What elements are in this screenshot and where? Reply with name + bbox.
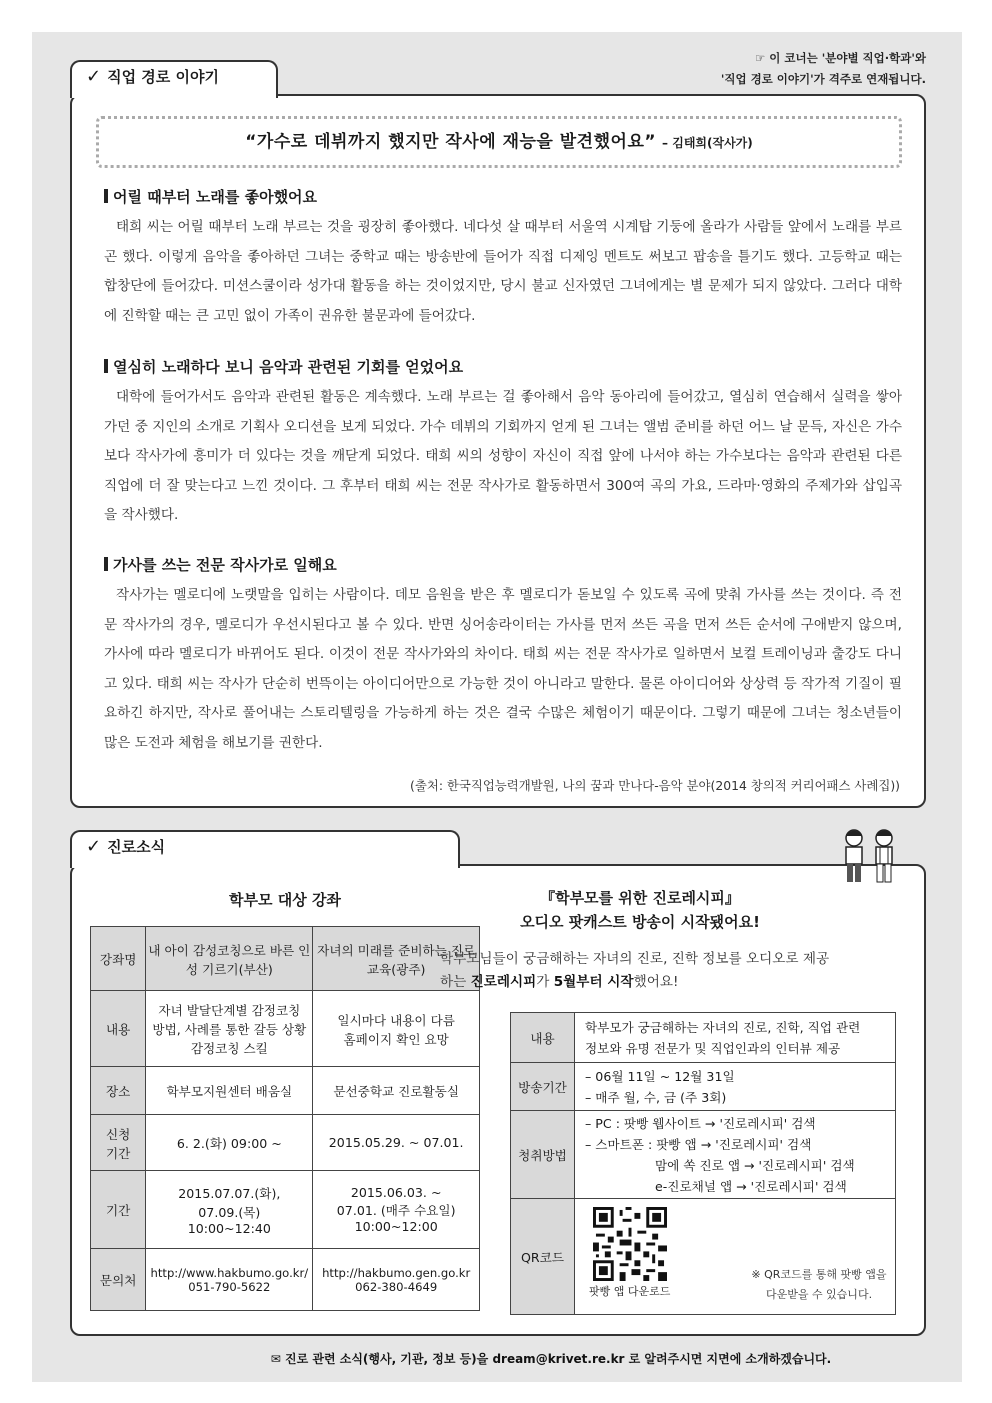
cell-line: – 매주 월, 수, 금 (주 3회): [585, 1089, 727, 1105]
table-cell: [575, 1199, 896, 1315]
section-body: 작사가는 멜로디에 노랫말을 입히는 사람이다. 데모 음원을 받은 후 멜로디가 돋보일 수 있도록 곡에 맞춰 가사를 쓰는 것이다. 즉 전문 작사가의 경우, 멜로디가 우선시된다고 볼 수 있다. 반면 싱어송라이터는 가사를 먼저 쓰든 곡을 먼저 쓰든 순서에 구애받지 않으며, 가사에 따라 멜로디가 바뀌어도 된다. 이것이 전문 작사가와의 차이다. 태희 씨는 전문 작사가로 일하면서 보컬 트레이닝과 출강도 다니고 있다. 태희 씨는 작사가 단순히 번뜩이는 아이디어만으로 가능한 것이 아니라고 말한다. 물론 아이디어와 상상력 등 작가적 기질이 필요하긴 하지만, 작사로 풀어내는 스토리텔링을 가능하게 하는 것은 결국 수많은 체험이기 때문이다. 그렇기 때문에 그녀는 청소년들이 많은 도전과 체험을 해보기를 권한다.: [104, 587, 902, 751]
intro-text: 했어요!: [633, 974, 679, 990]
news-tab: [70, 830, 460, 868]
corner-note-line1: ☞ 이 코너는 '분야별 직업·학과'와: [754, 51, 926, 65]
intro-text: 가: [536, 974, 554, 990]
table-row: [91, 991, 480, 1067]
check-icon: ✓: [86, 836, 102, 857]
footer-notice: ✉ 진로 관련 소식(행사, 기관, 정보 등)을 dream@krivet.re.kr 로 알려주시면 지면에 소개하겠습니다.: [270, 1352, 832, 1366]
story-section-1: [104, 186, 902, 331]
intro-bold: 진로레시피: [470, 974, 537, 990]
corner-note: [721, 48, 926, 90]
row-label: 내용: [91, 991, 146, 1067]
table-header: 내 아이 감성코칭으로 바른 인성 기르기(부산): [146, 927, 313, 991]
table-row: [91, 1115, 480, 1171]
table-row: [511, 1013, 896, 1063]
corner-note-line2: '직업 경로 이야기'가 격주로 연재됩니다.: [720, 72, 926, 86]
row-label: 방송기간: [511, 1063, 575, 1111]
news-tab-label: 진로소식: [107, 838, 166, 856]
row-label: 청취방법: [511, 1111, 575, 1199]
table-row: [511, 1111, 896, 1199]
table-cell: 자녀 발달단계별 감정코칭 방법, 사례를 통한 갈등 상황 감정코칭 스킬: [146, 991, 313, 1067]
table-row: [91, 927, 480, 991]
table-cell: http://www.hakbumo.go.kr/ 051-790-5622: [146, 1249, 313, 1311]
cell-line: 정보와 유명 전문가 및 직업인과의 인터뷰 제공: [585, 1040, 841, 1056]
table-cell: [575, 1013, 896, 1063]
table-cell: http://hakbumo.gen.go.kr 062-380-4649: [313, 1249, 480, 1311]
table-header: 강좌명: [91, 927, 146, 991]
cell-line: – 스마트폰 : 팟빵 앱 → '진로레시피' 검색: [585, 1136, 812, 1152]
podcast-intro: [440, 948, 840, 994]
row-label: 문의처: [91, 1249, 146, 1311]
podcast-title-line1: 『학부모를 위한 진로레시피』: [540, 889, 740, 907]
row-label: 장소: [91, 1067, 146, 1115]
story-section-3: [104, 554, 902, 758]
cell-line: – 06월 11일 ~ 12월 31일: [585, 1068, 735, 1084]
table-cell: 6. 2.(화) 09:00 ~: [146, 1115, 313, 1171]
quote-box: [96, 116, 902, 168]
table-cell: 학부모지원센터 배움실: [146, 1067, 313, 1115]
table-row: [91, 1171, 480, 1249]
qr-caption: 팟빵 앱 다운로드: [589, 1285, 671, 1298]
lecture-table: [90, 926, 480, 1311]
table-cell: 2015.05.29. ~ 07.01.: [313, 1115, 480, 1171]
table-row: [511, 1199, 896, 1315]
table-row: [91, 1249, 480, 1311]
qr-code-icon[interactable]: [593, 1207, 667, 1281]
intro-bold: 5월부터 시작: [553, 974, 634, 990]
story-panel: [70, 94, 926, 808]
row-label: 내용: [511, 1013, 575, 1063]
table-cell: 2015.06.03. ~ 07.01. (매주 수요일) 10:00~12:00: [313, 1171, 480, 1249]
cell-line: 맘에 쏙 진로 앱 → '진로레시피' 검색: [655, 1157, 855, 1173]
podcast-title-line2: 오디오 팟캐스트 방송이 시작됐어요!: [520, 913, 760, 931]
table-row: [91, 1067, 480, 1115]
podcast-title: [440, 886, 840, 934]
table-cell: [575, 1063, 896, 1111]
story-tab: [70, 60, 278, 98]
podcast-table: [510, 1012, 896, 1315]
row-label: 신청 기간: [91, 1115, 146, 1171]
quote-author: – 김태희(작사가): [662, 136, 753, 150]
quote-text: “가수로 데뷔까지 했지만 작사에 재능을 발견했어요”: [245, 132, 657, 152]
section-body: 태희 씨는 어릴 때부터 노래 부르는 것을 굉장히 좋아했다. 네다섯 살 때부터 서울역 시계탑 기둥에 올라가 사람들 앞에서 노래를 부르곤 했다. 이렇게 음악을 좋아하던 그녀는 중학교 때는 방송반에 들어가 직접 디제잉 멘트도 써보고 팝송을 틀기도 했다. 고등학교 때는 합창단에 들어갔다. 미션스쿨이라 성가대 활동을 하는 것이었지만, 당시 불교 신자였던 그녀에게는 별 문제가 되지 않았다. 그러다 대학에 진학할 때는 큰 고민 없이 가족이 권유한 불문과에 들어갔다.: [104, 219, 902, 324]
story-section-2: [104, 356, 902, 531]
table-row: [511, 1063, 896, 1111]
table-cell: 문선중학교 진로활동실: [313, 1067, 480, 1115]
qr-note-line1: ※ QR코드를 통해 팟빵 앱을: [751, 1268, 887, 1281]
source-citation: (출처: 한국직업능력개발원, 나의 꿈과 만나다-음악 분야(2014 창의적 커리어패스 사례집)): [410, 778, 900, 793]
table-cell: 일시마다 내용이 다름 홈페이지 확인 요망: [313, 991, 480, 1067]
qr-note-line2: 다운받을 수 있습니다.: [765, 1288, 873, 1301]
section-body: 대학에 들어가서도 음악과 관련된 활동은 계속했다. 노래 부르는 걸 좋아해서 음악 동아리에 들어갔고, 열심히 연습해서 실력을 쌓아가던 중 지인의 소개로 기획사 오디션을 보게 되었다. 가수 데뷔의 기회까지 얻게 된 그녀는 앨범 준비를 하던 어느 날 문득, 자신은 가수보다 작사가에 흥미가 더 있다는 것을 깨닫게 되었다. 태희 씨의 성향이 자신이 직접 앞에 나서야 하는 가수보다는 음악과 관련된 다른 직업에 더 잘 맞는다고 느낀 것이다. 그 후부터 태희 씨는 전문 작사가로 활동하면서 300여 곡의 가요, 드라마·영화의 주제가와 삽입곡을 작사했다.: [104, 389, 902, 523]
table-header: 자녀의 미래를 준비하는 진로교육(광주): [313, 927, 480, 991]
cell-line: – PC : 팟빵 웹사이트 → '진로레시피' 검색: [585, 1115, 816, 1131]
cell-line: 학부모가 궁금해하는 자녀의 진로, 진학, 직업 관련: [585, 1019, 861, 1035]
section-heading: 어릴 때부터 노래를 좋아했어요: [104, 186, 902, 207]
section-heading: 열심히 노래하다 보니 음악과 관련된 기회를 얻었어요: [104, 356, 902, 377]
table-cell: 2015.07.07.(화), 07.09.(목) 10:00~12:40: [146, 1171, 313, 1249]
qr-block: [589, 1207, 670, 1299]
cell-line: e-진로채널 앱 → '진로레시피' 검색: [655, 1178, 847, 1194]
qr-note: [745, 1265, 893, 1305]
check-icon: ✓: [86, 66, 102, 87]
lecture-title: 학부모 대상 강좌: [229, 891, 341, 909]
children-illustration-icon: [840, 828, 900, 884]
table-cell: [575, 1111, 896, 1199]
intro-text: 학부모님들이 궁금해하는 자녀의 진로, 진학 정보를 오디오로 제공하는: [440, 951, 830, 990]
section-heading: 가사를 쓰는 전문 작사가로 일해요: [104, 554, 902, 575]
row-label: 기간: [91, 1171, 146, 1249]
story-tab-label: 직업 경로 이야기: [107, 68, 219, 86]
row-label: QR코드: [511, 1199, 575, 1315]
